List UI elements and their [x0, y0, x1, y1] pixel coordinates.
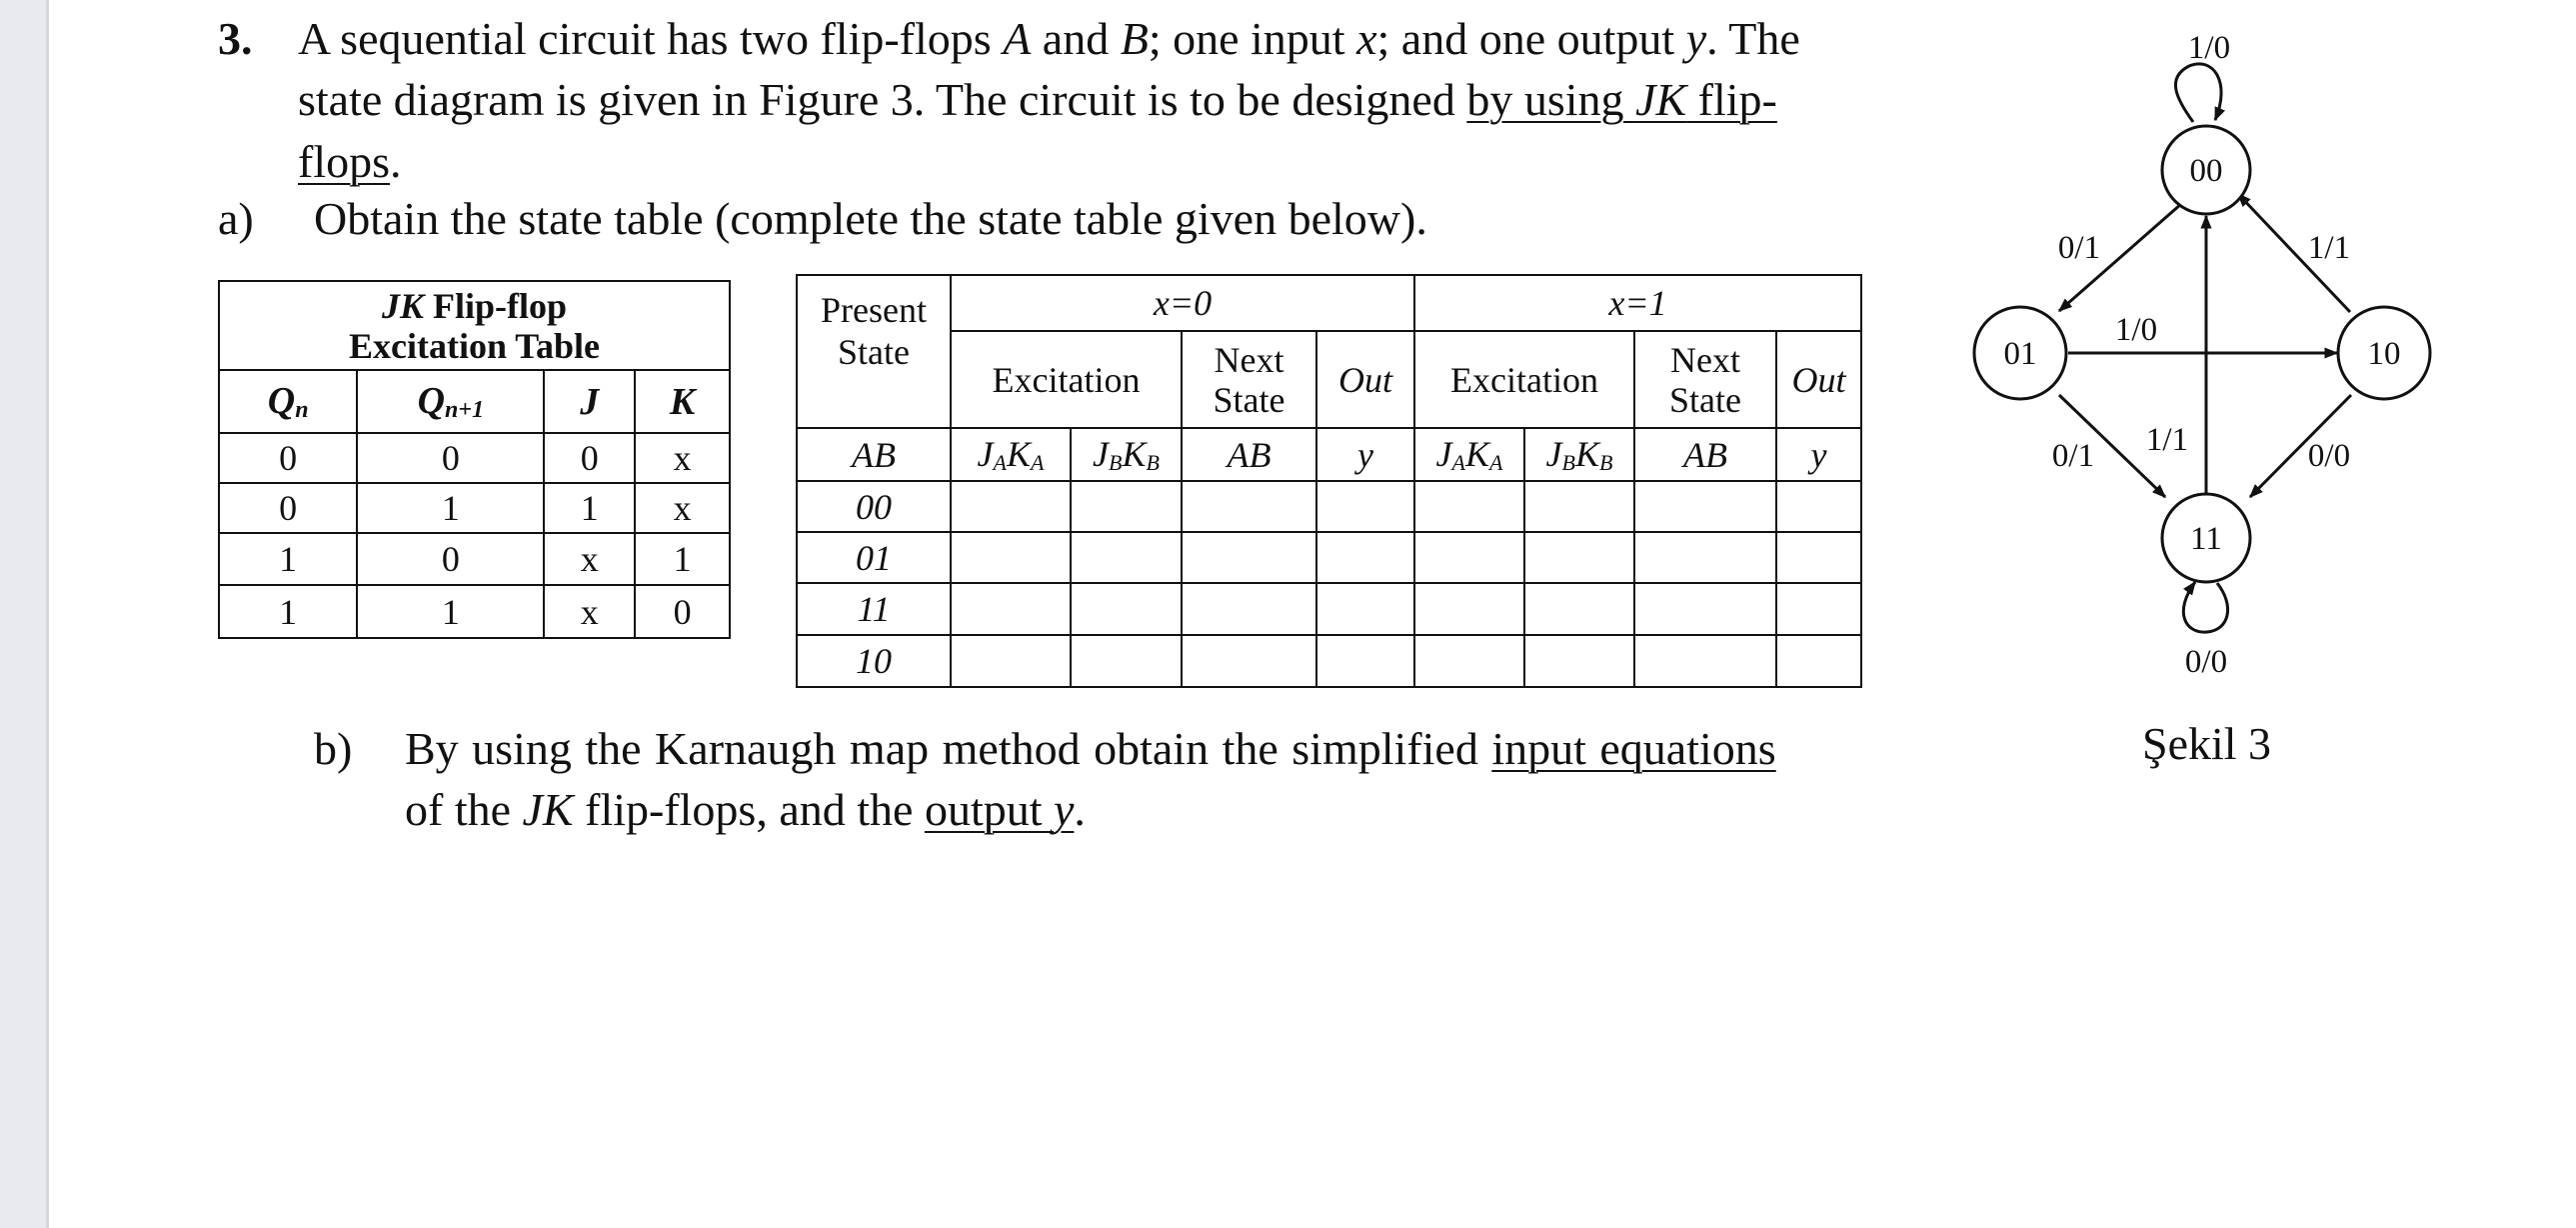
edge-label-01-11: 0/1: [2051, 438, 2095, 474]
state-diagram: [1959, 0, 2439, 700]
edge-00-loop: [2175, 64, 2221, 122]
excitation-header-x0: Excitation: [951, 331, 1182, 428]
question-number: 3.: [218, 13, 253, 64]
table-row: [797, 583, 1861, 635]
empty-cell[interactable]: [1316, 583, 1414, 635]
empty-cell[interactable]: [951, 532, 1071, 583]
cell-qn: 0: [219, 483, 357, 533]
table-row: [219, 533, 730, 585]
empty-cell[interactable]: [1316, 532, 1414, 583]
empty-cell[interactable]: [1776, 583, 1861, 635]
edge-label-01-10: 1/0: [2114, 312, 2158, 348]
empty-cell[interactable]: [1524, 532, 1634, 583]
edge-label-10-00: 1/1: [2307, 230, 2351, 266]
col-header-qn1: Qn+1: [357, 370, 544, 433]
question-intro-line2: state diagram is given in Figure 3. The circuit is to be designed by using JK flip-: [298, 74, 1777, 125]
jk-excitation-table: [218, 280, 731, 639]
part-a-text: Obtain the state table (complete the state table given below).: [314, 193, 1427, 244]
empty-cell[interactable]: [1776, 532, 1861, 583]
cell-qn: 0: [219, 433, 357, 483]
ja-ka-header-x1: JAKA: [1414, 428, 1524, 481]
empty-cell[interactable]: [1776, 635, 1861, 687]
part-b-line1: By using the Karnaugh map method obtain the simplified input equations: [405, 723, 1776, 774]
x0-header: x=0: [951, 275, 1414, 331]
col-header-j: J: [544, 370, 635, 433]
state-cell: 00: [797, 481, 951, 532]
ja-ka-header-x0: JAKA: [951, 428, 1071, 481]
cell-qn: 1: [219, 533, 357, 585]
empty-cell[interactable]: [1071, 532, 1182, 583]
cell-qn1: 1: [357, 585, 544, 638]
empty-cell[interactable]: [1414, 481, 1524, 532]
state-node-10-label: 10: [2367, 336, 2401, 372]
state-node-01-label: 01: [2003, 336, 2037, 372]
cell-qn: 1: [219, 585, 357, 638]
empty-cell[interactable]: [1634, 583, 1776, 635]
table-row: [797, 635, 1861, 687]
empty-cell[interactable]: [1182, 481, 1316, 532]
empty-cell[interactable]: [1414, 532, 1524, 583]
empty-cell[interactable]: [1182, 583, 1316, 635]
table-row: [797, 481, 1861, 532]
state-cell: 10: [797, 635, 951, 687]
question-intro-line3: flops.: [298, 136, 402, 187]
empty-cell[interactable]: [1524, 635, 1634, 687]
empty-cell[interactable]: [1524, 481, 1634, 532]
empty-cell[interactable]: [1524, 583, 1634, 635]
y-header-x1: y: [1776, 428, 1861, 481]
part-b-line2: of the JK flip-flops, and the output y.: [405, 784, 1086, 835]
empty-cell[interactable]: [1316, 635, 1414, 687]
table-row: [797, 532, 1861, 583]
cell-qn1: 0: [357, 533, 544, 585]
state-table: [796, 274, 1862, 688]
state-cell: 01: [797, 532, 951, 583]
cell-j: x: [544, 585, 635, 638]
state-node-11-label: 11: [2190, 521, 2222, 557]
state-node-00-label: 00: [2189, 153, 2223, 189]
left-margin-bar: [0, 0, 49, 1228]
edge-label-10-11: 0/0: [2307, 438, 2351, 474]
cell-k: 1: [635, 533, 730, 585]
empty-cell[interactable]: [1634, 635, 1776, 687]
edge-label-loop11: 0/0: [2184, 644, 2228, 680]
out-header-x1: Out: [1776, 331, 1861, 428]
empty-cell[interactable]: [1182, 532, 1316, 583]
next-ab-header-x0: AB: [1182, 428, 1316, 481]
empty-cell[interactable]: [1071, 583, 1182, 635]
next-ab-header-x1: AB: [1634, 428, 1776, 481]
present-state-header: Present State: [797, 275, 951, 428]
out-header-x0: Out: [1316, 331, 1414, 428]
col-header-qn: Qn: [219, 370, 357, 433]
state-cell: 11: [797, 583, 951, 635]
cell-j: 1: [544, 483, 635, 533]
empty-cell[interactable]: [1071, 635, 1182, 687]
ab-label: AB: [797, 428, 951, 481]
empty-cell[interactable]: [1414, 635, 1524, 687]
empty-cell[interactable]: [951, 583, 1071, 635]
edge-label-loop00: 1/0: [2187, 30, 2231, 66]
empty-cell[interactable]: [951, 481, 1071, 532]
cell-k: 0: [635, 585, 730, 638]
jk-table-title: JK Flip-flop Excitation Table: [219, 281, 730, 370]
cell-j: x: [544, 533, 635, 585]
edge-label-11-00: 1/1: [2145, 422, 2189, 458]
empty-cell[interactable]: [1776, 481, 1861, 532]
part-a-label: a): [218, 193, 254, 244]
x1-header: x=1: [1414, 275, 1861, 331]
empty-cell[interactable]: [1316, 481, 1414, 532]
part-b-label: b): [314, 723, 353, 774]
jb-kb-header-x0: JBKB: [1071, 428, 1182, 481]
cell-qn1: 1: [357, 483, 544, 533]
excitation-header-x1: Excitation: [1414, 331, 1634, 428]
empty-cell[interactable]: [1182, 635, 1316, 687]
y-header-x0: y: [1316, 428, 1414, 481]
empty-cell[interactable]: [1414, 583, 1524, 635]
edge-11-loop: [2183, 582, 2227, 632]
table-row: [219, 433, 730, 483]
cell-j: 0: [544, 433, 635, 483]
col-header-k: K: [635, 370, 730, 433]
edge-label-00-01: 0/1: [2057, 230, 2101, 266]
table-row: [219, 585, 730, 638]
empty-cell[interactable]: [1634, 481, 1776, 532]
next-state-header-x0: Next State: [1182, 331, 1316, 428]
cell-k: x: [635, 483, 730, 533]
empty-cell[interactable]: [951, 635, 1071, 687]
figure-caption: Şekil 3: [2142, 718, 2272, 769]
empty-cell[interactable]: [1634, 532, 1776, 583]
table-row: [219, 483, 730, 533]
jb-kb-header-x1: JBKB: [1524, 428, 1634, 481]
cell-k: x: [635, 433, 730, 483]
cell-qn1: 0: [357, 433, 544, 483]
empty-cell[interactable]: [1071, 481, 1182, 532]
question-intro-line1: A sequential circuit has two flip-flops A and B; one input x; and one output y. The: [298, 13, 1800, 64]
next-state-header-x1: Next State: [1634, 331, 1776, 428]
